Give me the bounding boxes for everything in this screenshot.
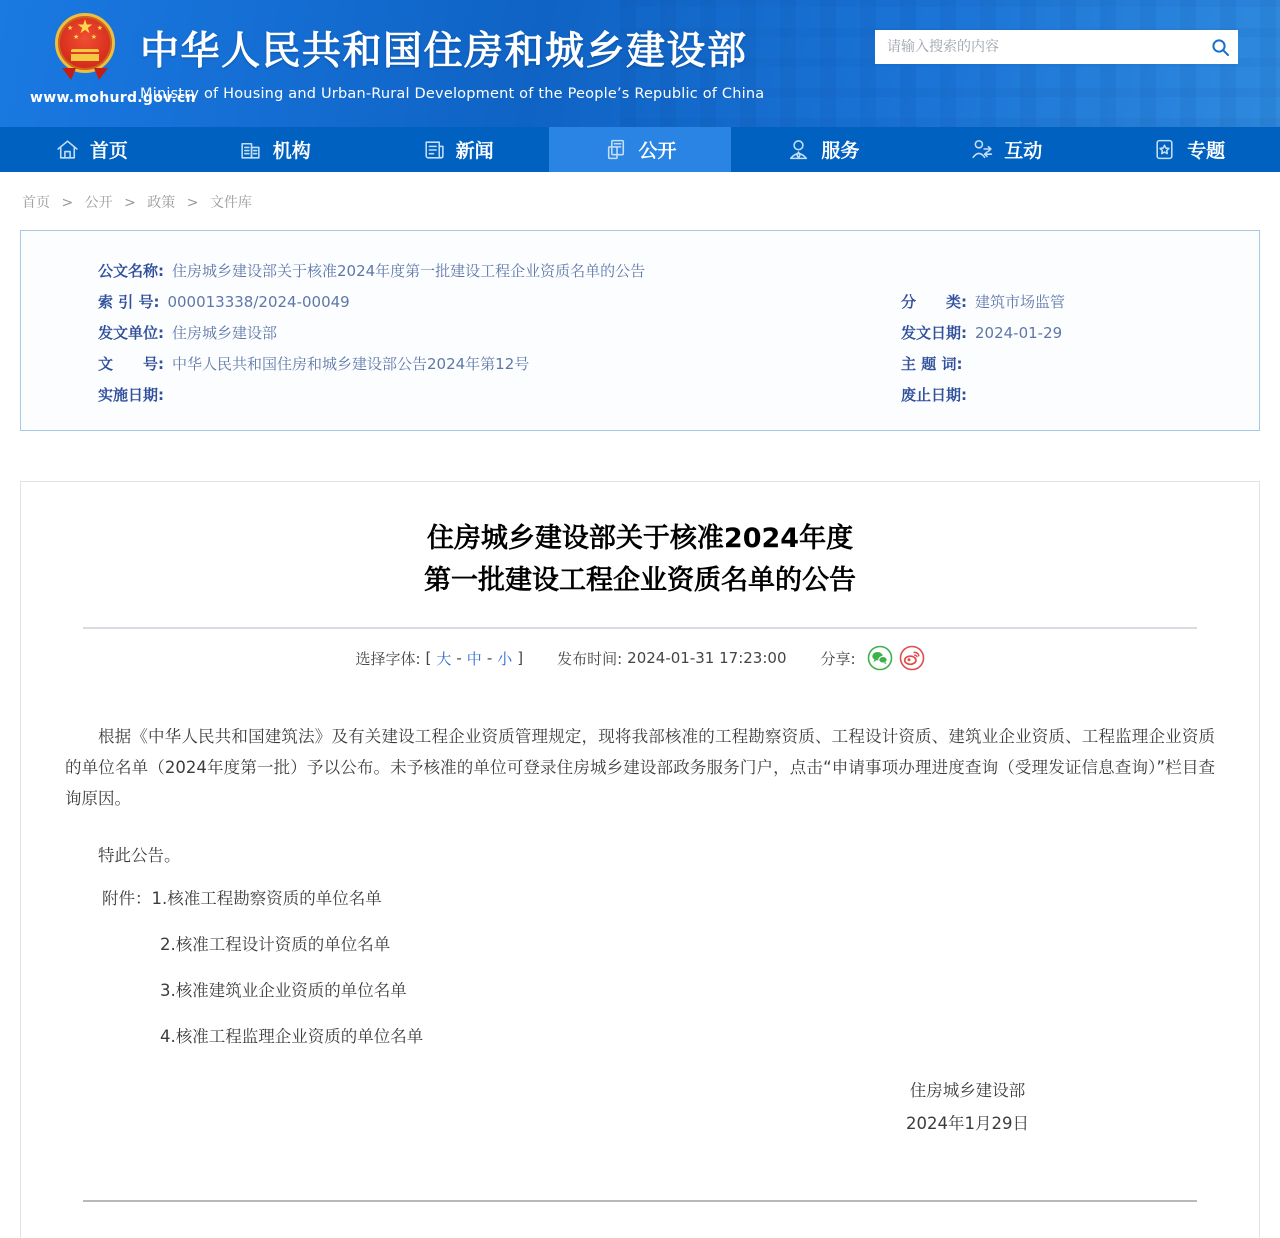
nav-label: 新闻 xyxy=(455,140,494,162)
font-size-small-link[interactable]: 小 xyxy=(497,649,513,668)
breadcrumb-library[interactable]: 文件库 xyxy=(209,195,252,211)
publish-time-value: 2024-01-31 17:23:00 xyxy=(627,649,787,667)
organization-icon xyxy=(238,137,263,162)
breadcrumb-home[interactable]: 首页 xyxy=(22,195,50,211)
nav-label: 专题 xyxy=(1187,140,1226,162)
nav-label: 公开 xyxy=(638,140,677,162)
nav-label: 互动 xyxy=(1004,140,1043,162)
weibo-icon xyxy=(899,645,925,671)
category-value: 建筑市场监管 xyxy=(975,293,1066,311)
bottom-divider xyxy=(83,1200,1197,1202)
font-size-medium-link[interactable]: 中 xyxy=(466,649,482,668)
article-closing: 特此公告。 xyxy=(98,846,181,865)
issue-date-label: 发文日期: xyxy=(901,324,967,342)
breadcrumb: 首页 > 公开 > 政策 > 文件库 xyxy=(22,195,252,211)
signature-org: 住房城乡建设部 xyxy=(909,1081,1026,1100)
site-url: www.mohurd.gov.cn xyxy=(30,90,196,106)
doc-name-value: 住房城乡建设部关于核准2024年度第一批建设工程企业资质名单的公告 xyxy=(172,262,646,280)
meta-row-issuer xyxy=(98,317,1259,348)
subject-label: 主 题 词: xyxy=(901,355,963,373)
share-label: 分享: xyxy=(820,649,856,668)
signature-date: 2024年1月29日 xyxy=(906,1114,1029,1133)
breadcrumb-policy[interactable]: 政策 xyxy=(147,195,176,211)
doc-no-value: 中华人民共和国住房和城乡建设部公告2024年第12号 xyxy=(172,355,530,373)
attachment-item: 3.核准建筑业企业资质的单位名单 xyxy=(160,981,407,1000)
search-input[interactable] xyxy=(875,30,1202,64)
wechat-icon xyxy=(867,645,893,671)
disclosure-icon xyxy=(604,137,629,162)
topics-icon xyxy=(1152,137,1177,162)
attachment-item: 4.核准工程监理企业资质的单位名单 xyxy=(160,1027,424,1046)
site-header xyxy=(0,0,1280,127)
abolish-date-label: 废止日期: xyxy=(901,386,967,404)
article-panel xyxy=(20,481,1260,1238)
attachments-label: 附件： xyxy=(102,889,152,908)
interaction-icon xyxy=(969,137,994,162)
services-icon xyxy=(786,137,811,162)
font-size-large-link[interactable]: 大 xyxy=(436,649,452,668)
doc-name-label: 公文名称: xyxy=(98,262,164,280)
share-wechat-button[interactable] xyxy=(867,645,893,671)
document-meta-panel xyxy=(20,230,1260,431)
meta-row-dates xyxy=(98,379,1259,410)
main-nav xyxy=(0,127,1280,172)
issue-date-value: 2024-01-29 xyxy=(975,323,1063,342)
issuer-value: 住房城乡建设部 xyxy=(172,324,278,342)
index-label: 索 引 号: xyxy=(98,293,160,311)
nav-label: 首页 xyxy=(89,140,128,162)
home-icon xyxy=(55,137,80,162)
meta-row-doc-name xyxy=(98,255,1259,286)
nav-item-org[interactable] xyxy=(183,127,366,172)
attachment-item: 2.核准工程设计资质的单位名单 xyxy=(160,935,391,954)
doc-no-label: 文 号: xyxy=(98,355,164,373)
site-title: 中华人民共和国住房和城乡建设部 xyxy=(140,29,748,74)
nav-item-disclosure[interactable] xyxy=(549,127,732,172)
nav-label: 机构 xyxy=(272,140,311,162)
site-subtitle: Ministry of Housing and Urban-Rural Development of the People’s Republic of China xyxy=(140,86,765,102)
nav-item-news[interactable] xyxy=(366,127,549,172)
index-value: 000013338/2024-00049 xyxy=(167,292,350,311)
breadcrumb-disclosure[interactable]: 公开 xyxy=(84,195,113,211)
nav-label: 服务 xyxy=(821,140,860,162)
article-title xyxy=(65,518,1215,602)
signature-block xyxy=(906,1074,1029,1140)
article-title-line2: 第一批建设工程企业资质名单的公告 xyxy=(424,565,856,596)
category-label: 分 类: xyxy=(901,293,967,311)
meta-row-index xyxy=(98,286,1259,317)
nav-item-interaction[interactable] xyxy=(914,127,1097,172)
nav-item-services[interactable] xyxy=(731,127,914,172)
meta-row-doc-no xyxy=(98,348,1259,379)
search-box xyxy=(875,30,1238,64)
title-divider xyxy=(83,627,1197,629)
national-emblem-icon: ★ ★ ★ ★ ★ xyxy=(55,13,115,73)
font-size-label: 选择字体: xyxy=(355,649,421,668)
nav-item-topics[interactable] xyxy=(1097,127,1280,172)
news-icon xyxy=(421,137,446,162)
share-weibo-button[interactable] xyxy=(899,645,925,671)
attachments-section xyxy=(65,883,1215,1052)
impl-date-label: 实施日期: xyxy=(98,386,164,404)
nav-item-home[interactable] xyxy=(0,127,183,172)
issuer-label: 发文单位: xyxy=(98,324,164,342)
attachment-item: 1.核准工程勘察资质的单位名单 xyxy=(151,889,382,908)
search-icon xyxy=(1211,38,1230,57)
article-paragraph: 根据《中华人民共和国建筑法》及有关建设工程企业资质管理规定，现将我部核准的工程勘察资质、工程设计资质、建筑业企业资质、工程监理企业资质的单位名单（2024年度第一批）予以公布。未予核准的单位可登录住房城乡建设部政务服务门户，点击“申请事项办理进度查询（受理发证信息查询）”栏目查询原因。 xyxy=(65,727,1215,808)
search-button[interactable] xyxy=(1202,30,1238,64)
article-toolbar: 选择字体: [ 大 - 中 - 小 ] 发布时间: 2024-01-31 17:23:00 分享: xyxy=(65,645,1215,671)
article-title-line1: 住房城乡建设部关于核准2024年度 xyxy=(426,523,854,554)
publish-time-label: 发布时间: xyxy=(557,649,623,668)
